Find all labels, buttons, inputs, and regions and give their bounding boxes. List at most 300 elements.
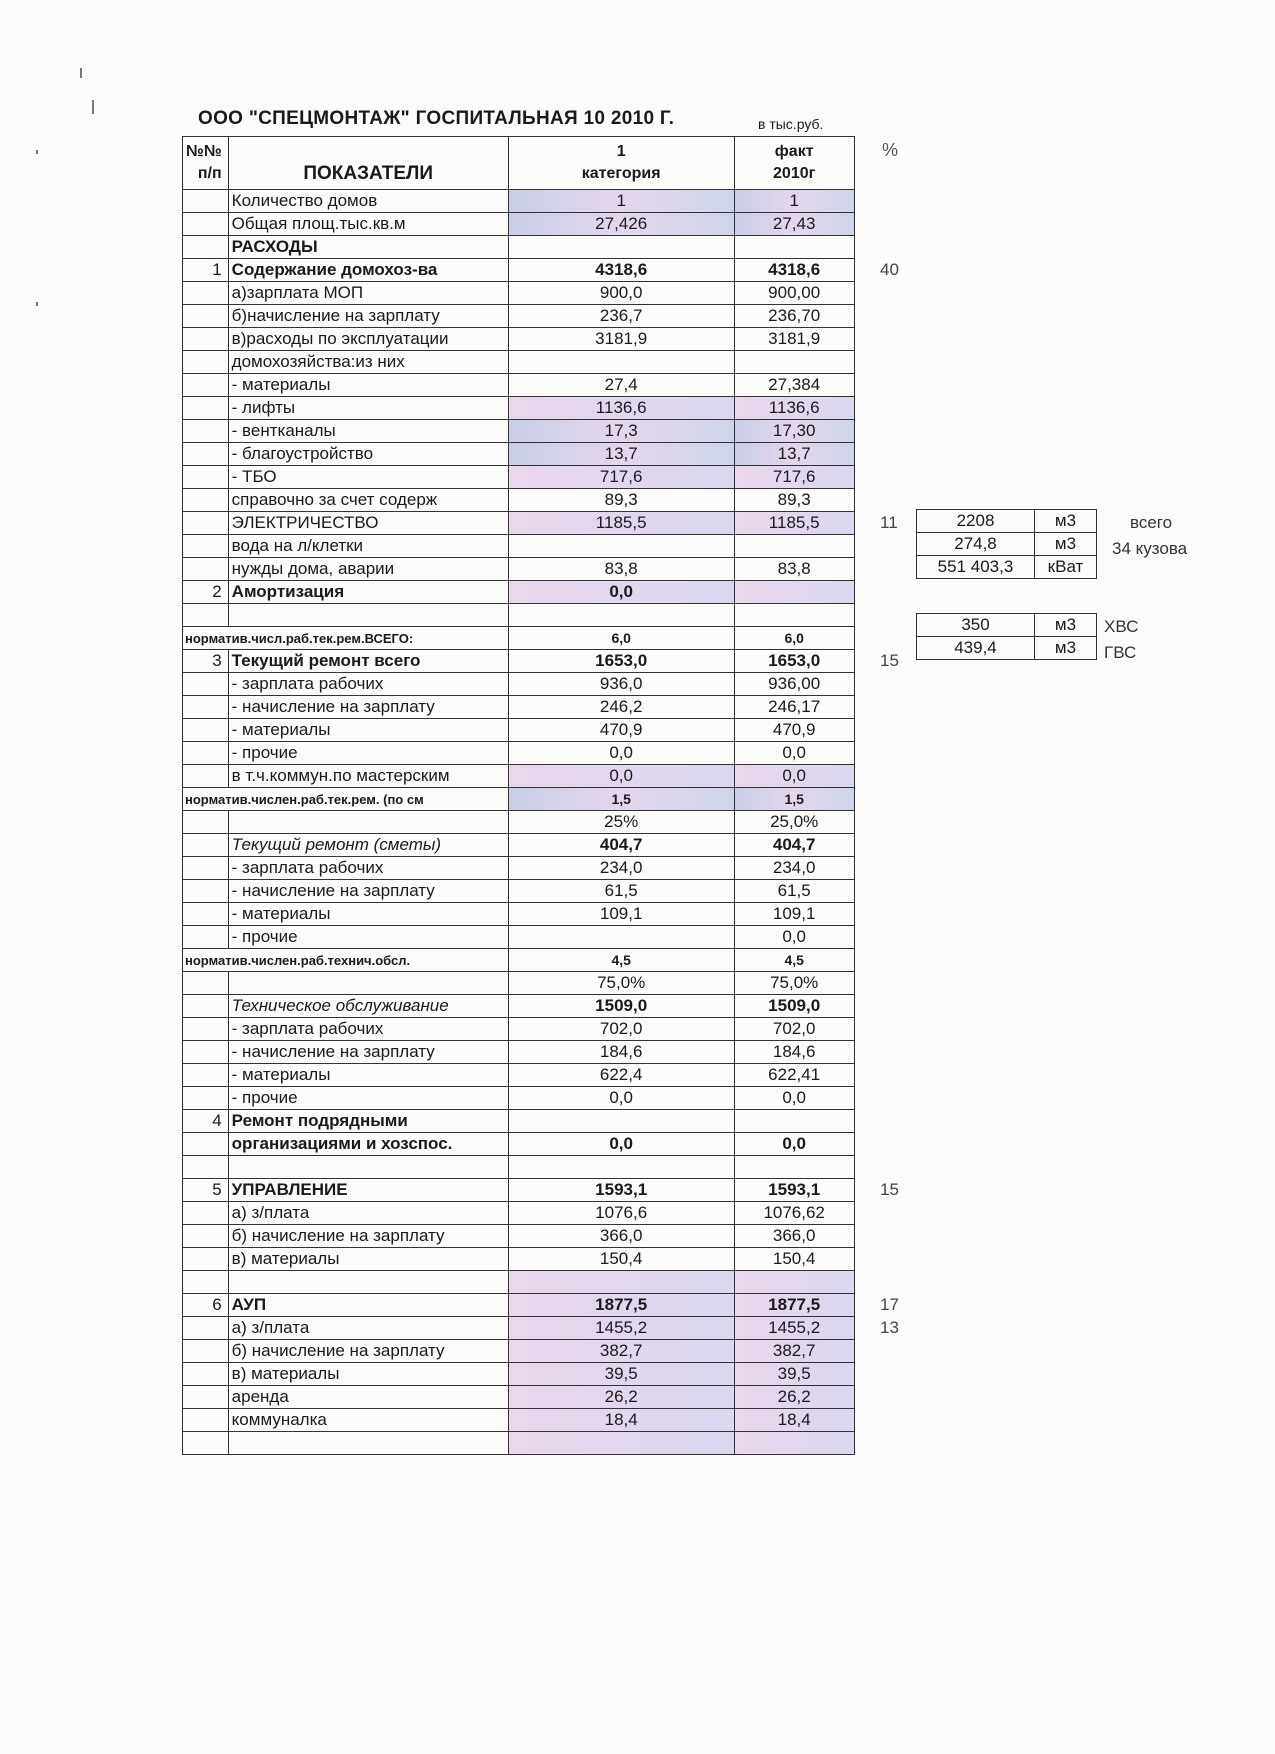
indicator-label: - благоустройство bbox=[228, 443, 508, 466]
indicator-label: - лифты bbox=[228, 397, 508, 420]
fact-value bbox=[734, 535, 854, 558]
indicator-label: б)начисление на зарплату bbox=[228, 305, 508, 328]
fact-value: 39,5 bbox=[734, 1363, 854, 1386]
row-number bbox=[183, 1133, 229, 1156]
row-number bbox=[183, 1064, 229, 1087]
fact-value: 0,0 bbox=[734, 1133, 854, 1156]
indicator-label: Амортизация bbox=[228, 581, 508, 604]
category-value: 1,5 bbox=[508, 788, 734, 811]
fact-value: 27,43 bbox=[734, 213, 854, 236]
indicator-label: в т.ч.коммун.по мастерским bbox=[228, 765, 508, 788]
category-value: 89,3 bbox=[508, 489, 734, 512]
norm-label: норматив.числ.раб.тек.рем.ВСЕГО: bbox=[183, 627, 509, 650]
row-number bbox=[183, 1087, 229, 1110]
indicator-label: а)зарплата МОП bbox=[228, 282, 508, 305]
category-value: 382,7 bbox=[508, 1340, 734, 1363]
row-number bbox=[183, 765, 229, 788]
fact-value: 83,8 bbox=[734, 558, 854, 581]
row-number bbox=[183, 489, 229, 512]
table-row bbox=[183, 282, 855, 305]
table-row bbox=[183, 972, 855, 995]
fact-value: 4,5 bbox=[734, 949, 854, 972]
category-value bbox=[508, 236, 734, 259]
category-value: 109,1 bbox=[508, 903, 734, 926]
row-number bbox=[183, 420, 229, 443]
category-value bbox=[508, 1271, 734, 1294]
fact-value: 900,00 bbox=[734, 282, 854, 305]
fact-value bbox=[734, 581, 854, 604]
category-value: 25% bbox=[508, 811, 734, 834]
table-row bbox=[183, 903, 855, 926]
category-value bbox=[508, 351, 734, 374]
table-row bbox=[183, 1041, 855, 1064]
fact-value: 18,4 bbox=[734, 1409, 854, 1432]
indicator-label: Техническое обслуживание bbox=[228, 995, 508, 1018]
percent-value: 13 bbox=[880, 1318, 899, 1337]
indicators-table bbox=[182, 136, 855, 1455]
category-value bbox=[508, 926, 734, 949]
fact-value: 0,0 bbox=[734, 1087, 854, 1110]
category-value: 13,7 bbox=[508, 443, 734, 466]
indicator-label: а) з/плата bbox=[228, 1317, 508, 1340]
row-number bbox=[183, 1363, 229, 1386]
side-value: 551 403,3 bbox=[917, 556, 1035, 579]
row-number bbox=[183, 880, 229, 903]
row-number bbox=[183, 972, 229, 995]
indicator-label: - ТБО bbox=[228, 466, 508, 489]
category-value: 17,3 bbox=[508, 420, 734, 443]
category-value: 1593,1 bbox=[508, 1179, 734, 1202]
table-row bbox=[183, 1018, 855, 1041]
table-row bbox=[183, 742, 855, 765]
row-number bbox=[183, 1225, 229, 1248]
row-number bbox=[183, 351, 229, 374]
category-value: 936,0 bbox=[508, 673, 734, 696]
table-row bbox=[183, 765, 855, 788]
indicator-label: б) начисление на зарплату bbox=[228, 1225, 508, 1248]
row-number bbox=[183, 558, 229, 581]
table-row bbox=[183, 1409, 855, 1432]
table-row bbox=[183, 1432, 855, 1455]
row-number bbox=[183, 604, 229, 627]
row-number bbox=[183, 926, 229, 949]
fact-value: 13,7 bbox=[734, 443, 854, 466]
table-row bbox=[183, 788, 855, 811]
table-row bbox=[183, 190, 855, 213]
side-unit: м3 bbox=[1035, 533, 1097, 556]
category-value: 1455,2 bbox=[508, 1317, 734, 1340]
category-value: 246,2 bbox=[508, 696, 734, 719]
indicator-label: справочно за счет содерж bbox=[228, 489, 508, 512]
indicator-label: - зарплата рабочих bbox=[228, 857, 508, 880]
category-value: 4318,6 bbox=[508, 259, 734, 282]
row-number bbox=[183, 1386, 229, 1409]
row-number bbox=[183, 995, 229, 1018]
category-value: 900,0 bbox=[508, 282, 734, 305]
fact-value: 1593,1 bbox=[734, 1179, 854, 1202]
category-value: 0,0 bbox=[508, 1087, 734, 1110]
category-value: 622,4 bbox=[508, 1064, 734, 1087]
water-volume-table bbox=[916, 509, 1097, 579]
fact-value: 366,0 bbox=[734, 1225, 854, 1248]
side-note: ХВС bbox=[1104, 617, 1139, 636]
fact-value: 1076,62 bbox=[734, 1202, 854, 1225]
side-row bbox=[917, 533, 1097, 556]
category-value: 83,8 bbox=[508, 558, 734, 581]
row-number bbox=[183, 1156, 229, 1179]
indicator-label: - начисление на зарплату bbox=[228, 696, 508, 719]
indicator-label bbox=[228, 1271, 508, 1294]
row-number bbox=[183, 1202, 229, 1225]
row-number bbox=[183, 374, 229, 397]
table-row bbox=[183, 604, 855, 627]
row-number bbox=[183, 397, 229, 420]
row-number bbox=[183, 696, 229, 719]
table-row bbox=[183, 351, 855, 374]
category-value: 1877,5 bbox=[508, 1294, 734, 1317]
percent-value: 40 bbox=[880, 260, 899, 279]
table-row bbox=[183, 512, 855, 535]
indicator-label bbox=[228, 1432, 508, 1455]
fact-value bbox=[734, 1110, 854, 1133]
fact-value: 1,5 bbox=[734, 788, 854, 811]
fact-value bbox=[734, 236, 854, 259]
indicator-label: Ремонт подрядными bbox=[228, 1110, 508, 1133]
indicator-label: УПРАВЛЕНИЕ bbox=[228, 1179, 508, 1202]
indicator-label: нужды дома, аварии bbox=[228, 558, 508, 581]
header-category: 1 категория bbox=[508, 137, 734, 190]
indicator-label: - материалы bbox=[228, 719, 508, 742]
row-number bbox=[183, 282, 229, 305]
table-row bbox=[183, 650, 855, 673]
fact-value: 622,41 bbox=[734, 1064, 854, 1087]
category-value: 1076,6 bbox=[508, 1202, 734, 1225]
fact-value: 936,00 bbox=[734, 673, 854, 696]
category-value bbox=[508, 1110, 734, 1133]
row-number bbox=[183, 305, 229, 328]
table-row bbox=[183, 1133, 855, 1156]
indicator-label: в)расходы по эксплуатации bbox=[228, 328, 508, 351]
fact-value: 109,1 bbox=[734, 903, 854, 926]
indicator-label: - начисление на зарплату bbox=[228, 1041, 508, 1064]
category-value: 702,0 bbox=[508, 1018, 734, 1041]
table-row bbox=[183, 213, 855, 236]
table-row bbox=[183, 995, 855, 1018]
indicator-label bbox=[228, 604, 508, 627]
table-row bbox=[183, 1064, 855, 1087]
table-row bbox=[183, 1294, 855, 1317]
fact-value bbox=[734, 1156, 854, 1179]
category-value: 717,6 bbox=[508, 466, 734, 489]
indicator-label: АУП bbox=[228, 1294, 508, 1317]
row-number bbox=[183, 1248, 229, 1271]
row-number: 5 bbox=[183, 1179, 229, 1202]
category-value: 236,7 bbox=[508, 305, 734, 328]
indicator-label: - прочие bbox=[228, 742, 508, 765]
indicator-label: б) начисление на зарплату bbox=[228, 1340, 508, 1363]
fact-value: 246,17 bbox=[734, 696, 854, 719]
percent-value: 11 bbox=[880, 513, 898, 532]
indicator-label: - материалы bbox=[228, 903, 508, 926]
table-row bbox=[183, 259, 855, 282]
category-value: 3181,9 bbox=[508, 328, 734, 351]
fact-value: 0,0 bbox=[734, 926, 854, 949]
side-row bbox=[917, 510, 1097, 533]
side-value: 350 bbox=[917, 614, 1035, 637]
indicator-label: - прочие bbox=[228, 926, 508, 949]
row-number bbox=[183, 834, 229, 857]
row-number bbox=[183, 236, 229, 259]
fact-value: 1653,0 bbox=[734, 650, 854, 673]
row-number bbox=[183, 903, 229, 926]
side-note-total: всего bbox=[1130, 513, 1173, 532]
indicator-label: - зарплата рабочих bbox=[228, 673, 508, 696]
table-row bbox=[183, 374, 855, 397]
category-value: 366,0 bbox=[508, 1225, 734, 1248]
category-value: 26,2 bbox=[508, 1386, 734, 1409]
category-value: 1653,0 bbox=[508, 650, 734, 673]
row-number bbox=[183, 1271, 229, 1294]
indicator-label: домохозяйства:из них bbox=[228, 351, 508, 374]
table-row bbox=[183, 1087, 855, 1110]
indicator-label: - материалы bbox=[228, 374, 508, 397]
indicator-label: Текущий ремонт всего bbox=[228, 650, 508, 673]
row-number bbox=[183, 1432, 229, 1455]
category-value: 27,4 bbox=[508, 374, 734, 397]
category-value: 6,0 bbox=[508, 627, 734, 650]
table-row bbox=[183, 328, 855, 351]
document-title: ООО "СПЕЦМОНТАЖ" ГОСПИТАЛЬНАЯ 10 2010 Г. bbox=[198, 108, 675, 129]
fact-value: 717,6 bbox=[734, 466, 854, 489]
fact-value: 1455,2 bbox=[734, 1317, 854, 1340]
table-row bbox=[183, 811, 855, 834]
fact-value: 3181,9 bbox=[734, 328, 854, 351]
indicator-label: - вентканалы bbox=[228, 420, 508, 443]
row-number bbox=[183, 213, 229, 236]
table-row bbox=[183, 397, 855, 420]
row-number bbox=[183, 857, 229, 880]
row-number bbox=[183, 811, 229, 834]
table-row bbox=[183, 696, 855, 719]
fact-value: 17,30 bbox=[734, 420, 854, 443]
fact-value: 4318,6 bbox=[734, 259, 854, 282]
fact-value: 470,9 bbox=[734, 719, 854, 742]
side-note: ГВС bbox=[1104, 643, 1137, 662]
side-unit: м3 bbox=[1035, 614, 1097, 637]
side-value: 2208 bbox=[917, 510, 1035, 533]
fact-value: 1877,5 bbox=[734, 1294, 854, 1317]
table-row bbox=[183, 443, 855, 466]
indicator-label: - материалы bbox=[228, 1064, 508, 1087]
percent-value: 15 bbox=[880, 651, 899, 670]
row-number: 6 bbox=[183, 1294, 229, 1317]
category-value bbox=[508, 1156, 734, 1179]
fact-value: 89,3 bbox=[734, 489, 854, 512]
indicator-label: - прочие bbox=[228, 1087, 508, 1110]
fact-value: 236,70 bbox=[734, 305, 854, 328]
fact-value: 382,7 bbox=[734, 1340, 854, 1363]
fact-value: 1 bbox=[734, 190, 854, 213]
row-number bbox=[183, 1018, 229, 1041]
table-row bbox=[183, 466, 855, 489]
indicator-label: - начисление на зарплату bbox=[228, 880, 508, 903]
fact-value bbox=[734, 1271, 854, 1294]
fact-value: 75,0% bbox=[734, 972, 854, 995]
category-value: 0,0 bbox=[508, 742, 734, 765]
indicator-label: Содержание домохоз-ва bbox=[228, 259, 508, 282]
table-row bbox=[183, 1271, 855, 1294]
table-row bbox=[183, 1340, 855, 1363]
side-note-bodies: 34 кузова bbox=[1112, 539, 1188, 558]
fact-value: 1185,5 bbox=[734, 512, 854, 535]
row-number bbox=[183, 535, 229, 558]
row-number bbox=[183, 742, 229, 765]
category-value: 75,0% bbox=[508, 972, 734, 995]
table-row bbox=[183, 236, 855, 259]
row-number: 1 bbox=[183, 259, 229, 282]
table-row bbox=[183, 673, 855, 696]
indicator-label bbox=[228, 972, 508, 995]
table-row bbox=[183, 880, 855, 903]
fact-value: 150,4 bbox=[734, 1248, 854, 1271]
side-row bbox=[917, 637, 1097, 660]
units-note: в тыс.руб. bbox=[758, 116, 824, 132]
table-row bbox=[183, 1110, 855, 1133]
percent-header: % bbox=[882, 140, 899, 160]
row-number bbox=[183, 1340, 229, 1363]
table-row bbox=[183, 1202, 855, 1225]
category-value: 18,4 bbox=[508, 1409, 734, 1432]
indicator-label: РАСХОДЫ bbox=[228, 236, 508, 259]
percent-value: 17 bbox=[880, 1295, 899, 1314]
row-number: 3 bbox=[183, 650, 229, 673]
side-unit: кВат bbox=[1035, 556, 1097, 579]
category-value bbox=[508, 535, 734, 558]
category-value: 1509,0 bbox=[508, 995, 734, 1018]
row-number bbox=[183, 1317, 229, 1340]
row-number bbox=[183, 466, 229, 489]
fact-value: 26,2 bbox=[734, 1386, 854, 1409]
indicator-label: - зарплата рабочих bbox=[228, 1018, 508, 1041]
table-row bbox=[183, 535, 855, 558]
side-unit: м3 bbox=[1035, 637, 1097, 660]
indicator-label: организациями и хозспос. bbox=[228, 1133, 508, 1156]
scan-artifact bbox=[92, 100, 94, 114]
indicator-label: в) материалы bbox=[228, 1248, 508, 1271]
table-header-row bbox=[183, 137, 855, 190]
table-row bbox=[183, 489, 855, 512]
table-row bbox=[183, 1386, 855, 1409]
row-number bbox=[183, 328, 229, 351]
fact-value: 702,0 bbox=[734, 1018, 854, 1041]
row-number bbox=[183, 1041, 229, 1064]
indicator-label: аренда bbox=[228, 1386, 508, 1409]
fact-value: 25,0% bbox=[734, 811, 854, 834]
fact-value: 0,0 bbox=[734, 765, 854, 788]
table-row bbox=[183, 558, 855, 581]
table-row bbox=[183, 581, 855, 604]
indicator-label: ЭЛЕКТРИЧЕСТВО bbox=[228, 512, 508, 535]
category-value bbox=[508, 1432, 734, 1455]
fact-value: 1136,6 bbox=[734, 397, 854, 420]
header-indicators: ПОКАЗАТЕЛИ bbox=[228, 137, 508, 190]
row-number bbox=[183, 719, 229, 742]
indicator-label: вода на л/клетки bbox=[228, 535, 508, 558]
category-value: 1 bbox=[508, 190, 734, 213]
side-unit: м3 bbox=[1035, 510, 1097, 533]
row-number: 4 bbox=[183, 1110, 229, 1133]
category-value bbox=[508, 604, 734, 627]
fact-value: 1509,0 bbox=[734, 995, 854, 1018]
header-fact: факт 2010г bbox=[734, 137, 854, 190]
side-value: 439,4 bbox=[917, 637, 1035, 660]
indicator-label bbox=[228, 1156, 508, 1179]
table-row bbox=[183, 926, 855, 949]
table-row bbox=[183, 1179, 855, 1202]
fact-value bbox=[734, 1432, 854, 1455]
fact-value: 61,5 bbox=[734, 880, 854, 903]
indicator-label: Количество домов bbox=[228, 190, 508, 213]
side-row bbox=[917, 614, 1097, 637]
table-row bbox=[183, 719, 855, 742]
water-supply-table bbox=[916, 613, 1097, 660]
category-value: 0,0 bbox=[508, 581, 734, 604]
fact-value: 6,0 bbox=[734, 627, 854, 650]
category-value: 1136,6 bbox=[508, 397, 734, 420]
indicator-label: в) материалы bbox=[228, 1363, 508, 1386]
category-value: 39,5 bbox=[508, 1363, 734, 1386]
scan-artifact bbox=[36, 302, 38, 306]
table-row bbox=[183, 1225, 855, 1248]
fact-value bbox=[734, 604, 854, 627]
row-number bbox=[183, 443, 229, 466]
table-row bbox=[183, 420, 855, 443]
category-value: 150,4 bbox=[508, 1248, 734, 1271]
row-number bbox=[183, 673, 229, 696]
fact-value: 234,0 bbox=[734, 857, 854, 880]
norm-label: норматив.числен.раб.технич.обсл. bbox=[183, 949, 509, 972]
category-value: 234,0 bbox=[508, 857, 734, 880]
norm-label: норматив.числен.раб.тек.рем. (по см bbox=[183, 788, 509, 811]
table-row bbox=[183, 949, 855, 972]
fact-value: 27,384 bbox=[734, 374, 854, 397]
category-value: 61,5 bbox=[508, 880, 734, 903]
indicator-label: коммуналка bbox=[228, 1409, 508, 1432]
row-number bbox=[183, 190, 229, 213]
percent-value: 15 bbox=[880, 1180, 899, 1199]
row-number bbox=[183, 512, 229, 535]
fact-value: 0,0 bbox=[734, 742, 854, 765]
fact-value: 404,7 bbox=[734, 834, 854, 857]
category-value: 470,9 bbox=[508, 719, 734, 742]
category-value: 1185,5 bbox=[508, 512, 734, 535]
table-row bbox=[183, 627, 855, 650]
category-value: 184,6 bbox=[508, 1041, 734, 1064]
category-value: 404,7 bbox=[508, 834, 734, 857]
table-row bbox=[183, 1317, 855, 1340]
indicator-label bbox=[228, 811, 508, 834]
table-row bbox=[183, 1363, 855, 1386]
category-value: 0,0 bbox=[508, 1133, 734, 1156]
table-row bbox=[183, 1248, 855, 1271]
category-value: 0,0 bbox=[508, 765, 734, 788]
table-row bbox=[183, 857, 855, 880]
table-row bbox=[183, 834, 855, 857]
scan-artifact bbox=[80, 68, 82, 78]
side-value: 274,8 bbox=[917, 533, 1035, 556]
indicator-label: Текущий ремонт (сметы) bbox=[228, 834, 508, 857]
category-value: 4,5 bbox=[508, 949, 734, 972]
